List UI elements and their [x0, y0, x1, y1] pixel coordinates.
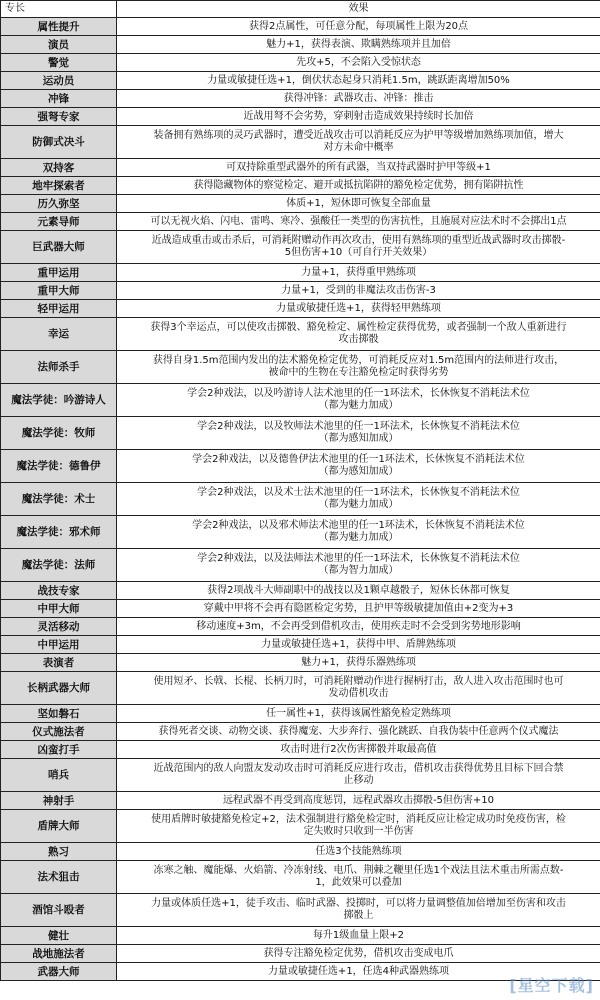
feat-effect: [117, 300, 600, 318]
feat-effect-line: 力量+1，获得重甲熟练项: [301, 266, 416, 278]
feat-name: 表演者: [1, 654, 117, 672]
feat-name: 地牢探索者: [1, 177, 117, 195]
feat-name: 魔法学徒：德鲁伊: [1, 450, 117, 483]
feat-name: 凶蛮打手: [1, 741, 117, 759]
table-row: [1, 843, 600, 861]
feat-effect: [117, 759, 600, 792]
feat-effect: [117, 861, 600, 894]
feat-effect-line: 获得冲锋：武器攻击、冲锋：推击: [283, 92, 434, 104]
feat-effect: [117, 351, 600, 384]
feat-effect-line: （都为魅力加成）: [318, 400, 399, 411]
table-row: [1, 450, 600, 483]
feat-effect: [117, 600, 600, 618]
table-row: [1, 549, 600, 582]
feat-name: 重甲大师: [1, 282, 117, 300]
feat-effect: [117, 945, 600, 963]
feat-effect-line: 学会2种戏法，以及法师法术池里的任一1环法术，长休恢复不消耗法术位: [197, 553, 520, 564]
feat-name: 魔法学徒：吟游诗人: [1, 384, 117, 417]
feat-name: 法术狙击: [1, 861, 117, 894]
feat-effect-line: 可双持除重型武器外的所有武器，当双持武器时护甲等级+1: [226, 161, 491, 173]
feat-effect: [117, 54, 600, 72]
feat-name: 强弩专家: [1, 108, 117, 126]
table-row: [1, 741, 600, 759]
feat-name: 元素导师: [1, 213, 117, 231]
feat-effect-line: 远程武器不再受到高度惩罚，远程武器攻击掷骰-5但伤害+10: [222, 794, 495, 806]
feat-name: 历久弥坚: [1, 195, 117, 213]
table-row: [1, 213, 600, 231]
feat-name: 魔法学徒：法师: [1, 549, 117, 582]
feat-effect: [117, 195, 600, 213]
feat-effect-line: 力量或敏捷任选+1，获得中甲、盾牌熟练项: [261, 638, 456, 650]
feat-name: 健壮: [1, 927, 117, 945]
table-row: [1, 195, 600, 213]
feat-name: 警觉: [1, 54, 117, 72]
feat-effect-line: 获得自身1.5m范围内发出的法术豁免检定优势，可消耗反应对1.5m范围内的法师进行攻击，: [152, 355, 565, 366]
feat-effect: [117, 264, 600, 282]
feat-effect: [117, 741, 600, 759]
feat-effect-line: 先攻+5，不会陷入受惊状态: [296, 56, 421, 68]
table-row: [1, 351, 600, 384]
table-row: [1, 18, 600, 36]
table-row: [1, 894, 600, 927]
feat-effect: [117, 18, 600, 36]
feat-effect-line: 装备拥有熟练项的灵巧武器时，遭受近战攻击可以消耗反应为护甲等级增加熟练项加值，增大: [153, 130, 564, 141]
feat-effect: [117, 810, 600, 843]
feat-effect-line: 魅力+1，获得乐器熟练项: [301, 656, 416, 668]
table-row: [1, 945, 600, 963]
feat-effect-line: 学会2种戏法，以及邪术师法术池里的任一1环法术，长休恢复不消耗法术位: [192, 520, 525, 531]
feat-effect: [117, 282, 600, 300]
feat-name: 战技专家: [1, 582, 117, 600]
table-row: [1, 810, 600, 843]
table-row: [1, 861, 600, 894]
feat-name: 防御式决斗: [1, 126, 117, 159]
feat-effect-line: 获得2项战斗大师副职中的战技以及1颗卓越骰子，短休长休都可恢复: [207, 584, 510, 596]
feat-name: 酒馆斗殴者: [1, 894, 117, 927]
feat-effect-line: 力量或敏捷任选+1，任选4种武器熟练项: [267, 965, 450, 977]
feat-name: 神射手: [1, 792, 117, 810]
feat-name: 重甲运用: [1, 264, 117, 282]
feat-name: 盾牌大师: [1, 810, 117, 843]
feat-effect: [117, 516, 600, 549]
feat-effect-line: 对方未命中概率: [323, 142, 394, 153]
feat-name: 法师杀手: [1, 351, 117, 384]
table-header-row: [1, 1, 600, 18]
feat-effect-line: 获得专注豁免检定优势，借机攻击变成电爪: [263, 947, 454, 959]
table-row: [1, 159, 600, 177]
feat-effect-line: 力量或敏捷任选+1，获得轻甲熟练项: [276, 302, 441, 314]
feat-effect: [117, 159, 600, 177]
feat-effect: [117, 36, 600, 54]
feat-effect-line: 力量或敏捷任选+1，倒伏状态起身只消耗1.5m，跳跃距离增加50%: [207, 74, 510, 86]
watermark-logo: [星空下载]: [509, 976, 594, 995]
feat-effect: [117, 231, 600, 264]
feat-effect-line: （都为感知加成）: [318, 466, 399, 477]
table-body: [1, 18, 600, 981]
feat-effect: [117, 549, 600, 582]
table-row: [1, 582, 600, 600]
table-row: [1, 282, 600, 300]
feat-name: 哨兵: [1, 759, 117, 792]
feat-effect-line: 近战造成重击或击杀后，可消耗附赠动作再次攻击，使用有熟练项的重型近战武器时攻击掷骰-: [151, 235, 566, 246]
feat-name: 长柄武器大师: [1, 672, 117, 705]
feat-name: 中甲大师: [1, 600, 117, 618]
feat-name: 坚如磐石: [1, 705, 117, 723]
feat-effect-line: （都为魅力加成）: [318, 499, 399, 510]
table-row: [1, 636, 600, 654]
feat-effect-line: 5但伤害+10（可自行开关效果）: [284, 247, 433, 258]
table-row: [1, 126, 600, 159]
table-row: [1, 723, 600, 741]
feat-effect: [117, 582, 600, 600]
table-row: [1, 516, 600, 549]
feat-effect-line: 近战用弩不会劣势，穿刺射击造成效果持续时长加倍: [243, 110, 474, 122]
feat-effect: [117, 654, 600, 672]
feat-effect: [117, 618, 600, 636]
feat-effect-line: 体质+1，短休即可恢复全部血量: [286, 197, 431, 209]
feat-effect: [117, 723, 600, 741]
feat-effect: [117, 90, 600, 108]
feat-name: 双持客: [1, 159, 117, 177]
table-row: [1, 36, 600, 54]
feat-effect-line: 力量+1，受到的非魔法攻击伤害-3: [281, 284, 436, 296]
feat-effect-line: 冻寒之触、魔能爆、火焰箭、冷冻射线、电爪、荆棘之鞭里任选1个戏法且法术重击所需点数-: [153, 865, 564, 876]
feat-name: 运动员: [1, 72, 117, 90]
feat-name: 轻甲运用: [1, 300, 117, 318]
feat-name: 熟习: [1, 843, 117, 861]
feat-effect-line: （都为魅力加成）: [318, 532, 399, 543]
header-effect: 效果: [117, 1, 600, 18]
feat-effect-line: 学会2种戏法，以及术士法术池里的任一1环法术，长休恢复不消耗法术位: [197, 487, 520, 498]
table-row: [1, 792, 600, 810]
table-row: [1, 672, 600, 705]
table-row: [1, 927, 600, 945]
feat-name: 幸运: [1, 318, 117, 351]
feat-name: 魔法学徒：牧师: [1, 417, 117, 450]
feat-name: 冲锋: [1, 90, 117, 108]
feat-effect: [117, 636, 600, 654]
feat-name: 中甲运用: [1, 636, 117, 654]
table-row: [1, 483, 600, 516]
feat-effect: [117, 72, 600, 90]
table-row: [1, 417, 600, 450]
feat-effect: [117, 483, 600, 516]
feat-effect-line: 学会2种戏法，以及德鲁伊法术池里的任一1环法术，长休恢复不消耗法术位: [192, 454, 525, 465]
table-row: [1, 384, 600, 417]
table-row: [1, 654, 600, 672]
table-row: [1, 300, 600, 318]
table-row: [1, 264, 600, 282]
feat-effect-line: 攻击时进行2次伤害掷骰并取最高值: [280, 743, 437, 755]
feat-effect-line: 任选3个技能熟练项: [315, 845, 402, 857]
feat-effect: [117, 108, 600, 126]
feat-effect-line: 任一属性+1，获得该属性豁免检定熟练项: [266, 707, 451, 719]
feat-effect: [117, 126, 600, 159]
feat-name: 演员: [1, 36, 117, 54]
feat-effect-line: 被命中的生物在专注豁免检定时获得劣势: [268, 367, 449, 378]
feat-effect: [117, 672, 600, 705]
feat-effect-line: 定失败时只收到一半伤害: [303, 826, 414, 837]
feat-effect-line: 穿戴中甲将不会再有隐匿检定劣势，且护甲等级敏捷加值由+2变为+3: [203, 602, 514, 614]
table-row: [1, 90, 600, 108]
table-row: [1, 759, 600, 792]
feat-effect-line: 使用盾牌时敏捷豁免检定+2，法术强制进行豁免检定时，消耗反应让检定成功时免疫伤害，检: [151, 814, 566, 825]
table-row: [1, 72, 600, 90]
feat-name: 武器大师: [1, 963, 117, 981]
table-row: [1, 177, 600, 195]
feat-effect-line: 可以无视火焰、闪电、雷鸣、寒冷、强酸任一类型的伤害抗性，且施展对应法术时不会掷出1点: [150, 215, 567, 227]
feat-effect: [117, 843, 600, 861]
feat-effect-line: 每升1级血量上限+2: [312, 929, 405, 941]
feat-effect: [117, 318, 600, 351]
feat-name: 仪式施法者: [1, 723, 117, 741]
feat-effect: [117, 705, 600, 723]
table-row: [1, 318, 600, 351]
feat-name: 魔法学徒：术士: [1, 483, 117, 516]
feat-name: 魔法学徒：邪术师: [1, 516, 117, 549]
feat-effect-line: 移动速度+3m，不会再受到借机攻击，使用疾走时不会受到劣势地形影响: [196, 620, 521, 632]
feat-effect-line: 发动借机攻击: [328, 688, 389, 699]
feat-effect-line: 1，此效果可以叠加: [315, 877, 402, 888]
feat-effect-line: 获得3个幸运点，可以使攻击掷骰、豁免检定、属性检定获得优势，或者强制一个敌人重新进行: [150, 322, 567, 333]
feat-effect: [117, 450, 600, 483]
feat-effect-line: （都为智力加成）: [318, 565, 399, 576]
feat-effect-line: 获得2点属性，可任意分配，每项属性上限为20点: [248, 20, 469, 32]
feat-effect-line: 近战范围内的敌人向盟友发动攻击时可消耗反应进行攻击，借机攻击获得优势且目标下回合禁: [153, 763, 564, 774]
feat-name: 战地施法者: [1, 945, 117, 963]
table-row: [1, 618, 600, 636]
feat-effect-line: 使用短矛、长戟、长棍、长柄刀时，可消耗附赠动作进行握柄打击，敌人进入攻击范围时也可: [153, 676, 564, 687]
feat-effect-line: 学会2种戏法，以及吟游诗人法术池里的任一1环法术，长休恢复不消耗法术位: [187, 388, 530, 399]
feat-effect: [117, 213, 600, 231]
feat-effect: [117, 927, 600, 945]
feat-name: 属性提升: [1, 18, 117, 36]
feat-effect: [117, 792, 600, 810]
table-row: [1, 231, 600, 264]
feat-effect-line: 获得隐藏物体的察觉检定、避开或抵抗陷阱的豁免检定优势，拥有陷阱抗性: [193, 179, 524, 191]
feat-name: 巨武器大师: [1, 231, 117, 264]
feat-effect: [117, 894, 600, 927]
table-row: [1, 54, 600, 72]
feat-effect: [117, 384, 600, 417]
feat-effect-line: 止移动: [343, 775, 374, 786]
table-row: [1, 705, 600, 723]
feat-effect: [117, 177, 600, 195]
feat-effect: [117, 417, 600, 450]
feat-effect-line: 魅力+1，获得表演、欺瞒熟练项并且加倍: [266, 38, 451, 50]
table-row: [1, 108, 600, 126]
feat-effect-line: 攻击掷骰: [338, 334, 379, 345]
header-feat: 专长: [1, 1, 117, 18]
table-row: [1, 600, 600, 618]
feat-effect-line: 获得死者交谈、动物交谈、获得魔宠、大步奔行、强化跳跃、自我伪装中任意两个仪式魔法: [158, 725, 559, 737]
feat-effect-line: （都为感知加成）: [318, 433, 399, 444]
feat-effect-line: 力量或体质任选+1，徒手攻击、临时武器、投掷时，可以将力量调整值加倍增加至伤害和攻击: [151, 898, 566, 909]
feat-effect-line: 学会2种戏法，以及牧师法术池里的任一1环法术，长休恢复不消耗法术位: [197, 421, 520, 432]
feat-name: 灵活移动: [1, 618, 117, 636]
feat-effect-line: 掷骰上: [343, 910, 374, 921]
